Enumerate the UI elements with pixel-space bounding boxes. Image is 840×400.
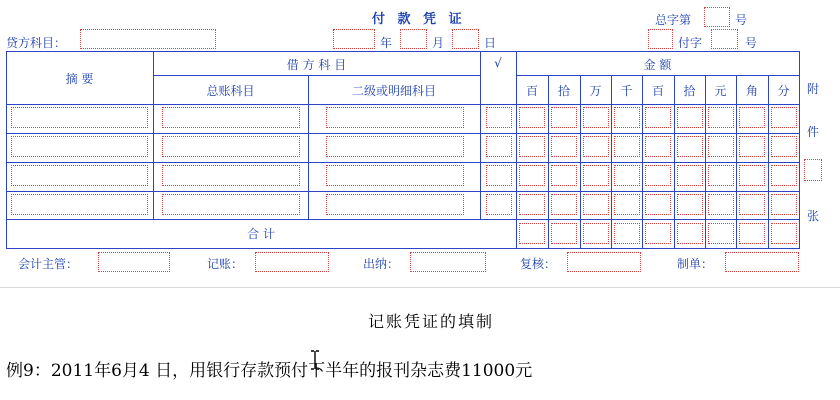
digit-header: 百 — [525, 84, 538, 98]
reviewer-label: 复核： — [520, 257, 557, 271]
summary-field[interactable] — [11, 136, 148, 157]
total-amount-digit-field[interactable] — [583, 223, 609, 244]
digit-header: 万 — [589, 84, 602, 98]
credit-account-label: 贷方科目： — [6, 36, 67, 50]
amount-digit-field[interactable] — [583, 136, 609, 157]
text-cursor-icon — [309, 350, 321, 370]
total-amount-digit-field[interactable] — [739, 223, 765, 244]
check-mark-header: √ — [494, 56, 502, 70]
summary-field[interactable] — [11, 194, 148, 215]
amount-digit-field[interactable] — [614, 107, 640, 128]
number-suffix-label: 号 — [735, 13, 748, 27]
day-field[interactable] — [452, 29, 479, 49]
general-ledger-field[interactable] — [162, 107, 300, 128]
total-amount-digit-field[interactable] — [677, 223, 703, 244]
amount-digit-field[interactable] — [614, 165, 640, 186]
year-field[interactable] — [333, 29, 375, 49]
preparer-label: 制单： — [677, 257, 714, 271]
amount-digit-field[interactable] — [583, 194, 609, 215]
amount-digit-field[interactable] — [739, 136, 765, 157]
amount-digit-field[interactable] — [708, 194, 734, 215]
year-label: 年 — [380, 36, 393, 50]
check-field[interactable] — [486, 136, 512, 157]
general-ledger-field[interactable] — [162, 194, 300, 215]
total-amount-digit-field[interactable] — [614, 223, 640, 244]
divider — [0, 287, 840, 288]
voucher-title: 付 款 凭 证 — [372, 12, 466, 27]
summary-field[interactable] — [11, 165, 148, 186]
amount-digit-field[interactable] — [519, 194, 545, 215]
amount-digit-field[interactable] — [677, 194, 703, 215]
amount-digit-field[interactable] — [739, 194, 765, 215]
amount-digit-field[interactable] — [551, 165, 577, 186]
general-ledger-header: 总账科目 — [206, 84, 255, 98]
amount-digit-field[interactable] — [677, 165, 703, 186]
amount-digit-field[interactable] — [645, 136, 671, 157]
amount-digit-field[interactable] — [771, 107, 797, 128]
total-amount-digit-field[interactable] — [771, 223, 797, 244]
digit-header: 元 — [714, 84, 727, 98]
amount-digit-field[interactable] — [645, 107, 671, 128]
debit-account-header: 借 方 科 目 — [286, 58, 347, 72]
general-ledger-field[interactable] — [162, 165, 300, 186]
digit-header: 百 — [651, 84, 664, 98]
total-amount-digit-field[interactable] — [645, 223, 671, 244]
cashier-field[interactable] — [410, 252, 486, 272]
attachment-label-1: 附 — [807, 82, 820, 96]
pay-number-prefix-field[interactable] — [648, 29, 673, 49]
check-field[interactable] — [486, 165, 512, 186]
amount-digit-field[interactable] — [708, 165, 734, 186]
amount-digit-field[interactable] — [771, 165, 797, 186]
amount-digit-field[interactable] — [551, 194, 577, 215]
general-ledger-field[interactable] — [162, 136, 300, 157]
amount-digit-field[interactable] — [708, 136, 734, 157]
credit-account-field[interactable] — [80, 29, 216, 49]
lesson-heading: 记账凭证的填制 — [368, 312, 495, 331]
amount-digit-field[interactable] — [583, 165, 609, 186]
digit-header: 分 — [777, 84, 790, 98]
amount-digit-field[interactable] — [708, 107, 734, 128]
total-number-label: 总字第 — [655, 13, 692, 27]
cashier-label: 出纳： — [363, 257, 400, 271]
total-number-field[interactable] — [704, 7, 730, 27]
pay-number-label: 付字 — [678, 36, 703, 50]
amount-digit-field[interactable] — [551, 136, 577, 157]
month-label: 月 — [432, 36, 445, 50]
chief-accountant-label: 会计主管： — [18, 257, 79, 271]
bookkeeper-label: 记账： — [207, 257, 244, 271]
digit-header: 千 — [620, 84, 633, 98]
sub-ledger-field[interactable] — [326, 107, 464, 128]
total-amount-digit-field[interactable] — [551, 223, 577, 244]
amount-digit-field[interactable] — [614, 194, 640, 215]
total-amount-digit-field[interactable] — [708, 223, 734, 244]
attachment-label-3: 张 — [807, 209, 820, 223]
attachment-count-field[interactable] — [804, 159, 822, 181]
amount-digit-field[interactable] — [771, 194, 797, 215]
pay-number-suffix-label: 号 — [745, 36, 758, 50]
day-label: 日 — [484, 36, 497, 50]
amount-digit-field[interactable] — [677, 107, 703, 128]
total-label: 合 计 — [247, 227, 275, 241]
amount-digit-field[interactable] — [771, 136, 797, 157]
amount-digit-field[interactable] — [519, 107, 545, 128]
amount-digit-field[interactable] — [645, 165, 671, 186]
digit-header: 拾 — [557, 84, 570, 98]
sub-ledger-header: 二级或明细科目 — [351, 84, 436, 98]
amount-digit-field[interactable] — [519, 136, 545, 157]
check-field[interactable] — [486, 194, 512, 215]
summary-field[interactable] — [11, 107, 148, 128]
check-field[interactable] — [486, 107, 512, 128]
amount-digit-field[interactable] — [583, 107, 609, 128]
amount-digit-field[interactable] — [677, 136, 703, 157]
month-field[interactable] — [400, 29, 427, 49]
summary-header: 摘 要 — [65, 72, 94, 86]
amount-digit-field[interactable] — [739, 107, 765, 128]
sub-ledger-field[interactable] — [326, 136, 464, 157]
lesson-example: 例9：2011年6月4 日，用银行存款预付下半年的报刊杂志费11000元 — [6, 361, 533, 381]
sub-ledger-field[interactable] — [326, 194, 464, 215]
sub-ledger-field[interactable] — [326, 165, 464, 186]
attachment-label-2: 件 — [807, 125, 820, 139]
amount-digit-field[interactable] — [645, 194, 671, 215]
chief-accountant-field[interactable] — [98, 252, 170, 272]
amount-digit-field[interactable] — [614, 136, 640, 157]
amount-header: 金 额 — [643, 58, 672, 72]
pay-number-field[interactable] — [711, 29, 738, 49]
amount-digit-field[interactable] — [739, 165, 765, 186]
digit-header: 角 — [745, 84, 758, 98]
digit-header: 拾 — [683, 84, 696, 98]
bookkeeper-field[interactable] — [255, 252, 329, 272]
reviewer-field[interactable] — [567, 252, 641, 272]
amount-digit-field[interactable] — [519, 165, 545, 186]
preparer-field[interactable] — [725, 252, 799, 272]
amount-digit-field[interactable] — [551, 107, 577, 128]
total-amount-digit-field[interactable] — [519, 223, 545, 244]
